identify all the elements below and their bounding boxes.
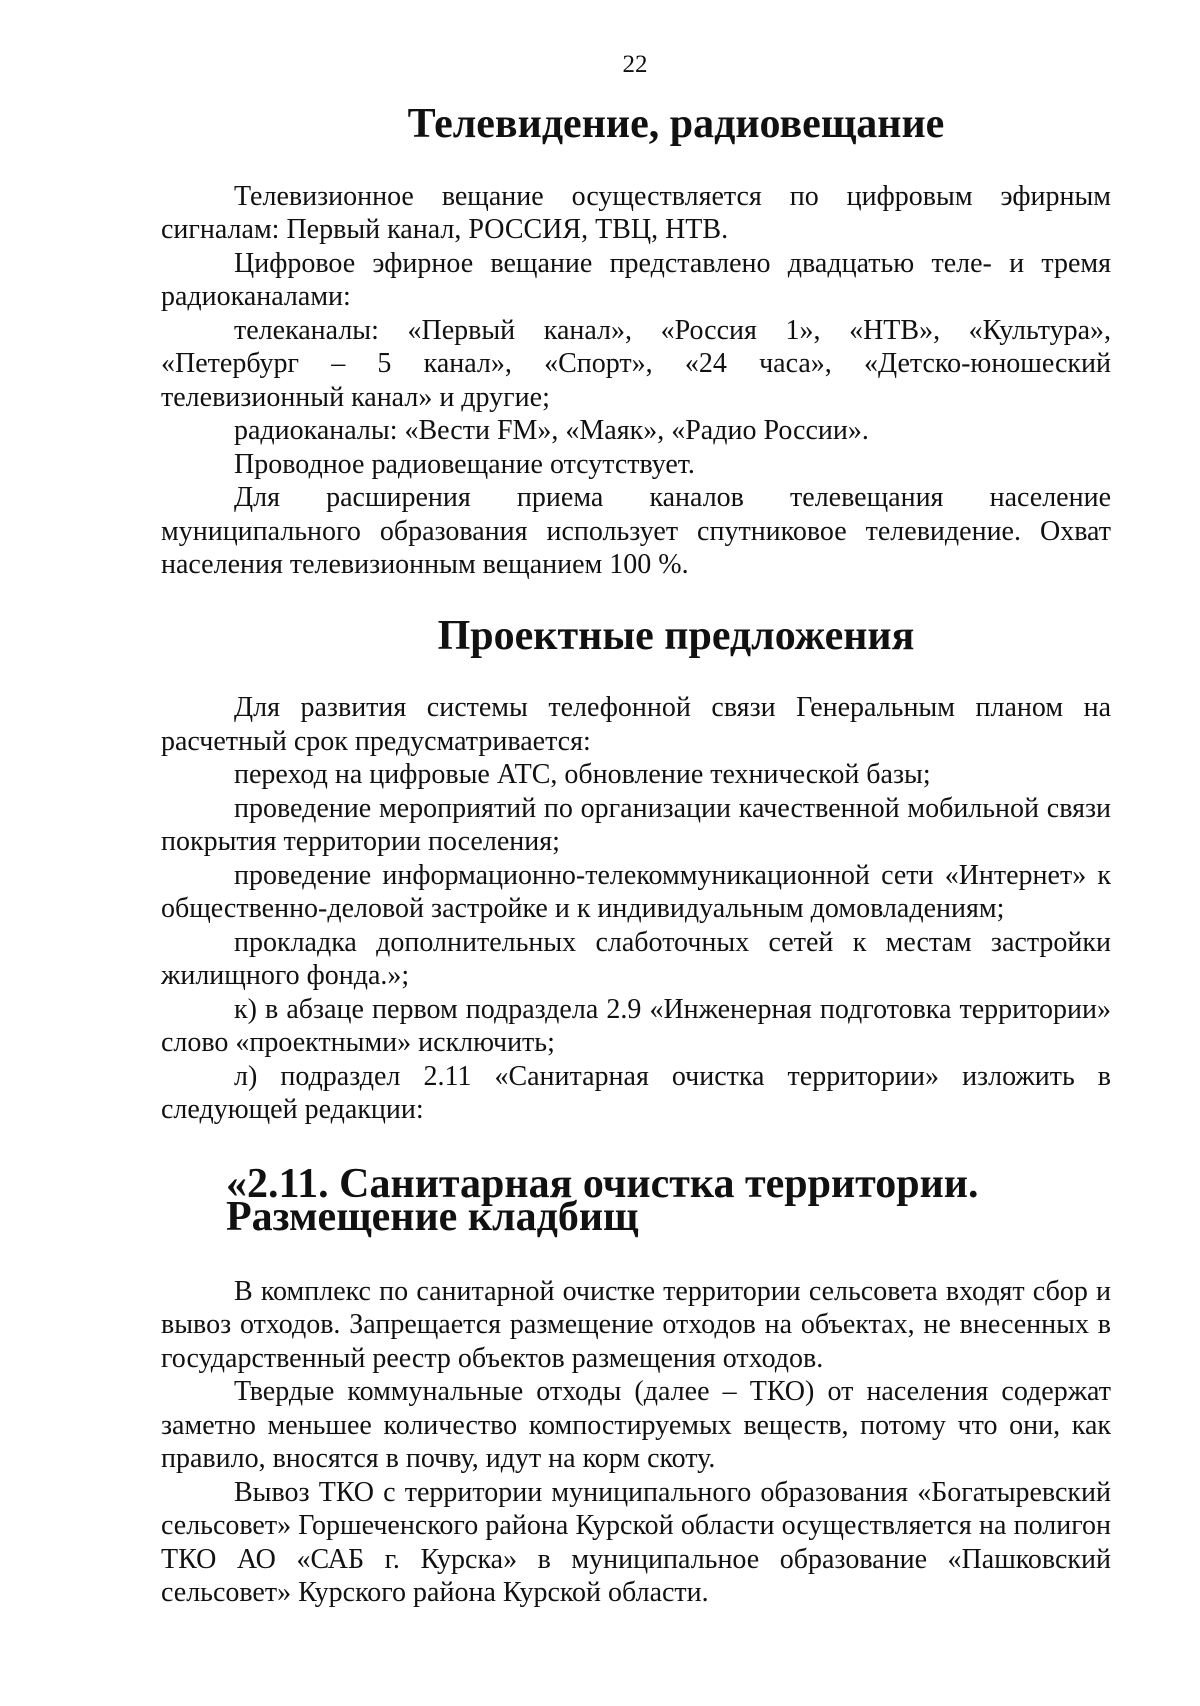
paragraph: Для развития системы телефонной связи Генеральным планом на расчетный срок предусматривается: [161, 692, 1111, 757]
paragraph: телеканалы: «Первый канал», «Россия 1», «НТВ», «Культура», «Петербург – 5 канал», «Спорт», «24 часа», «Детско-юношеский телевизионный канал» и другие; [161, 314, 1111, 413]
section-heading-proposals: Проектные предложения [437, 612, 915, 659]
paragraph: Проводное радиовещание отсутствует. [234, 448, 695, 480]
paragraph: прокладка дополнительных слаботочных сетей к местам застройки жилищного фонда.»; [161, 926, 1111, 991]
document-body [161, 101, 1111, 1610]
paragraph: Цифровое эфирное вещание представлено двадцатью теле- и тремя радиоканалами: [161, 247, 1111, 312]
page-number: 22 [622, 51, 648, 78]
paragraph: Вывоз ТКО с территории муниципального образования «Богатыревский сельсовет» Горшеченского района Курской области осуществляется на полигон ТКО АО «САБ г. Курска» в муниципальное образование «Пашковский сельсовет» Курского района Курской области. [161, 1476, 1111, 1608]
paragraph: проведение мероприятий по организации качественной мобильной связи покрытия территории поселения; [161, 792, 1111, 857]
paragraph: радиоканалы: «Вести FM», «Маяк», «Радио России». [234, 415, 869, 446]
paragraph: Телевизионное вещание осуществляется по цифровым эфирным сигналам: Первый канал, РОССИЯ, ТВЦ, НТВ. [161, 180, 1111, 245]
paragraph: Для расширения приема каналов телевещания население муниципального образования использует спутниковое телевидение. Охват населения телевизионным вещанием 100 %. [161, 482, 1111, 580]
section-heading-television: Телевидение, радиовещание [407, 101, 945, 147]
paragraph: переход на цифровые АТС, обновление технической базы; [234, 759, 931, 790]
section-heading-sanitation: «2.11. Санитарная очистка территории. Размещение кладбищ [226, 1160, 979, 1240]
paragraph: л) подраздел 2.11 «Санитарная очистка территории» изложить в следующей редакции: [161, 1060, 1111, 1125]
paragraph: проведение информационно-телекоммуникационной сети «Интернет» к общественно-деловой застройке и к индивидуальным домовладениям; [161, 859, 1111, 924]
paragraph: В комплекс по санитарной очистке территории сельсовета входят сбор и вывоз отходов. Запрещается размещение отходов на объектах, не внесенных в государственный реестр объектов размещения отходов. [161, 1275, 1111, 1374]
paragraph: Твердые коммунальные отходы (далее – ТКО) от населения содержат заметно меньшее количество компостируемых веществ, потому что они, как правило, вносятся в почву, идут на корм скоту. [161, 1376, 1111, 1474]
paragraph: к) в абзаце первом подраздела 2.9 «Инженерная подготовка территории» слово «проектными» исключить; [161, 993, 1111, 1058]
